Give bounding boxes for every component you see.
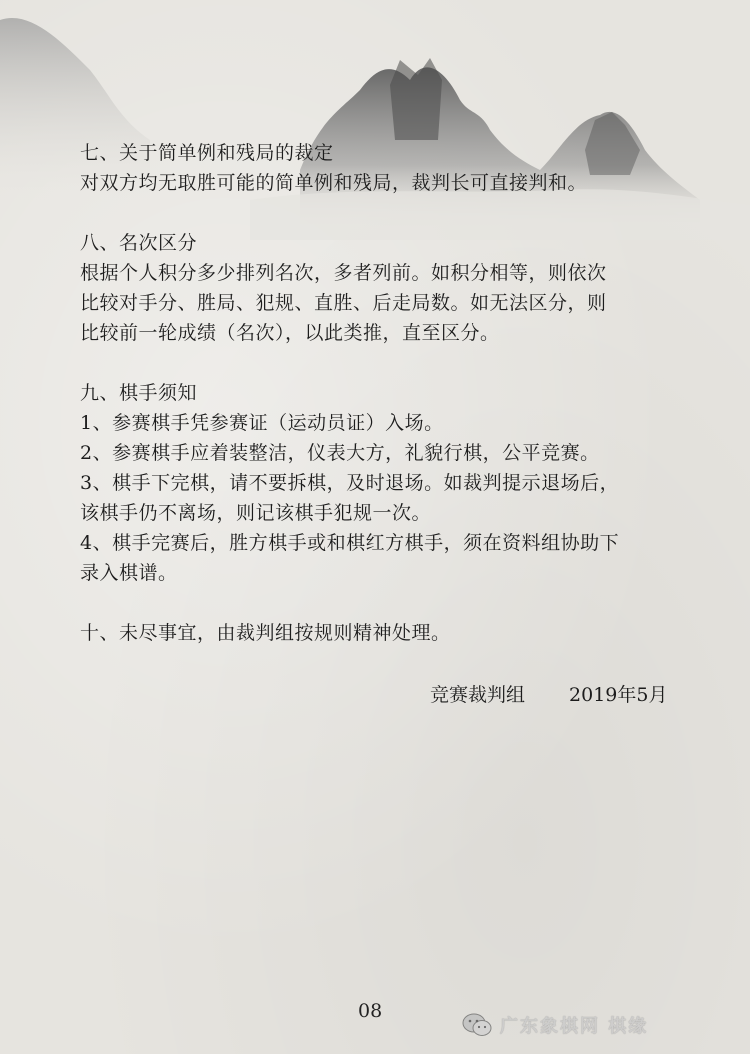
- section-line: 对双方均无取胜可能的简单例和残局，裁判长可直接判和。: [80, 172, 588, 194]
- section-line: 1、参赛棋手凭参赛证（运动员证）入场。: [80, 412, 444, 434]
- section-line: 4、棋手完赛后，胜方棋手或和棋红方棋手，须在资料组协助下: [80, 532, 620, 554]
- section-title: 七、关于简单例和残局的裁定: [80, 142, 334, 164]
- section-title: 十、未尽事宜，由裁判组按规则精神处理。: [80, 622, 451, 644]
- page-number: 08: [358, 1000, 383, 1022]
- signature-block: [430, 680, 667, 710]
- section-title: 八、名次区分: [80, 232, 198, 254]
- signature-date: 2019年5月: [569, 684, 668, 706]
- section-title: 九、棋手须知: [80, 382, 198, 404]
- section-7: [80, 138, 700, 198]
- section-line: 比较对手分、胜局、犯规、直胜、后走局数。如无法区分，则: [80, 292, 607, 314]
- watermark: [462, 1010, 648, 1040]
- section-9: [80, 378, 700, 588]
- section-line: 2、参赛棋手应着装整洁，仪表大方，礼貌行棋，公平竞赛。: [80, 442, 600, 464]
- section-line: 比较前一轮成绩（名次），以此类推，直至区分。: [80, 322, 500, 344]
- section-line: 录入棋谱。: [80, 562, 178, 584]
- signature-org: 竞赛裁判组: [430, 684, 526, 706]
- document-body: [80, 138, 700, 678]
- watermark-text: 广东象棋网 棋缘: [500, 1016, 649, 1037]
- section-line: 3、棋手下完棋，请不要拆棋，及时退场。如裁判提示退场后，: [80, 472, 620, 494]
- center-rocks: [390, 58, 442, 140]
- section-10: [80, 618, 700, 648]
- wechat-icon: [462, 1012, 492, 1038]
- section-line: 该棋手仍不离场，则记该棋手犯规一次。: [80, 502, 432, 524]
- section-line: 根据个人积分多少排列名次，多者列前。如积分相等，则依次: [80, 262, 607, 284]
- section-8: [80, 228, 700, 348]
